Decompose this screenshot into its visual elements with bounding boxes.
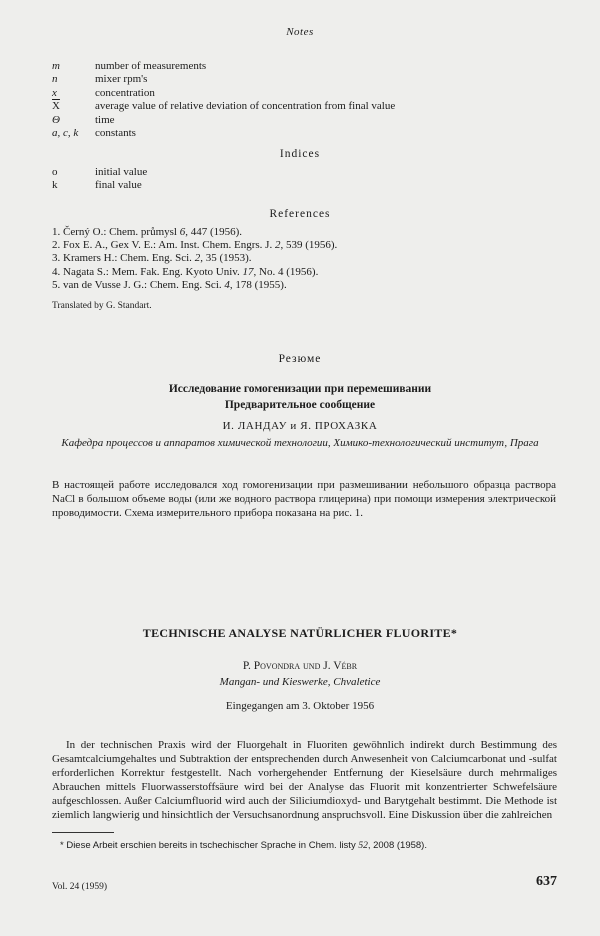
notation-description: number of measurements	[95, 60, 207, 72]
reference-vol: 17	[242, 265, 254, 278]
references-heading: References	[269, 208, 331, 220]
notation-row	[52, 127, 395, 140]
index-row	[52, 166, 147, 179]
reference-post: , 447 (1956).	[185, 226, 243, 238]
notation-symbol: m	[52, 60, 60, 72]
notation-description: concentration	[95, 86, 155, 99]
reference-post: , 539 (1956).	[280, 239, 338, 252]
article-received-date: Eingegangen am 3. Oktober 1956	[225, 700, 375, 712]
reference-pre: 4. Nagata S.: Mem. Fak. Eng. Kyoto Univ.	[52, 265, 243, 278]
notation-row	[52, 60, 395, 73]
notation-description: time	[95, 113, 115, 126]
index-description: final value	[95, 179, 142, 192]
footnote-rule	[52, 832, 114, 833]
article-title: TECHNISCHE ANALYSE NATÜRLICHER FLUORITE*	[142, 626, 458, 640]
reference-pre: 2. Fox E. A., Gex V. E.: Am. Inst. Chem. Engrs. J.	[52, 239, 275, 252]
notation-description: mixer rpm's	[95, 73, 148, 86]
resume-heading: Резюме	[278, 353, 322, 365]
notation-row	[52, 114, 395, 127]
footnote-text: * Diese Arbeit erschien bereits in tschechischer Sprache in Chem. listy	[60, 840, 359, 851]
reference-post: , 178 (1955).	[229, 278, 287, 291]
article-authors: P. Povondra und J. Vébr	[242, 660, 358, 672]
indices-heading: Indices	[279, 148, 321, 160]
notation-symbol: a, c, k	[52, 126, 79, 139]
translator-credit: Translated by G. Standart.	[52, 301, 152, 311]
reference-post: , No. 4 (1956).	[253, 265, 319, 278]
notation-description: average value of relative deviation of concentration from final value	[95, 100, 396, 113]
reference-pre: 3. Kramers H.: Chem. Eng. Sci.	[52, 252, 195, 265]
footnote-tail: , 2008 (1958).	[367, 840, 427, 851]
reference-post: , 35 (1953).	[200, 252, 252, 265]
reference-item	[52, 226, 337, 239]
reference-item	[52, 279, 337, 292]
journal-volume: Vol. 24 (1959)	[52, 882, 107, 892]
notation-symbol: n	[52, 73, 58, 86]
resume-subtitle: Предварительное сообщение	[224, 399, 376, 411]
reference-vol: 2	[274, 239, 281, 252]
footnote-volume: 52	[358, 841, 368, 851]
footnote	[60, 840, 427, 851]
index-row	[52, 179, 147, 192]
page-number: 637	[536, 874, 557, 889]
resume-institution: Кафедра процессов и аппаратов химической технологии, Химико-технологический институт, Прага	[61, 437, 539, 449]
reference-vol: 6	[179, 226, 186, 238]
index-symbol: k	[52, 179, 58, 192]
reference-pre: 5. van de Vusse J. G.: Chem. Eng. Sci.	[52, 278, 225, 291]
resume-authors: И. ЛАНДАУ и Я. ПРОХАЗКА	[222, 420, 378, 432]
index-symbol: o	[52, 166, 58, 178]
notation-row	[52, 100, 395, 113]
article-body: In der technischen Praxis wird der Fluorgehalt in Fluoriten gewöhnlich indirekt durch Bestimmung des Gesamtcalciumgehaltes und Subtraktion der entsprechenden durch Anwesenheit von Calciumcarbonat und -sulfat erforderlichen Korrektur festgestellt. Nach vorhergehender Entfernung der Kieselsäure durch mehrmaliges Abrauchen mittels Fluorwasserstoffsäure wird bei der Analyse das Fluorit mit konzentrierter Schwefelsäure aufgeschlossen. Außer Calciumfluorid wird auch der Siliciumdioxyd- und Barytgehalt bestimmt. Die Methode ist ziemlich langwierig und hinsichtlich der Versuchsanordnung anspruchsvoll. Eine Diskussion über die zahlreichen	[52, 739, 557, 821]
reference-item	[52, 239, 337, 252]
reference-vol: 2	[194, 252, 201, 265]
index-description: initial value	[95, 166, 148, 178]
notation-symbol: Θ	[52, 113, 60, 126]
indices-list	[52, 166, 147, 193]
notation-symbol: x	[52, 86, 57, 99]
references-list	[52, 226, 337, 292]
reference-vol: 4	[224, 278, 230, 291]
notation-row	[52, 73, 395, 86]
notation-list	[52, 60, 395, 140]
article-institution: Mangan- und Kieswerke, Chvaletice	[219, 676, 381, 688]
notation-symbol: $\overline{X}$	[52, 100, 60, 113]
reference-pre: 1. Černý O.: Chem. průmysl	[52, 226, 180, 238]
notation-description: constants	[95, 126, 136, 139]
reference-item	[52, 266, 337, 279]
reference-item	[52, 252, 337, 265]
notation-row	[52, 87, 395, 100]
running-head: Notes	[286, 26, 314, 38]
resume-body: В настоящей работе исследовался ход гомогенизации при размешивании небольшого образца раствора NaCl в большом объеме воды (или же водного раствора глицерина) при помощи измерения электрической проводимости. Схема измерительного прибора показана на рис. 1.	[52, 479, 556, 519]
resume-title: Исследование гомогенизации при перемешивании	[168, 383, 432, 395]
